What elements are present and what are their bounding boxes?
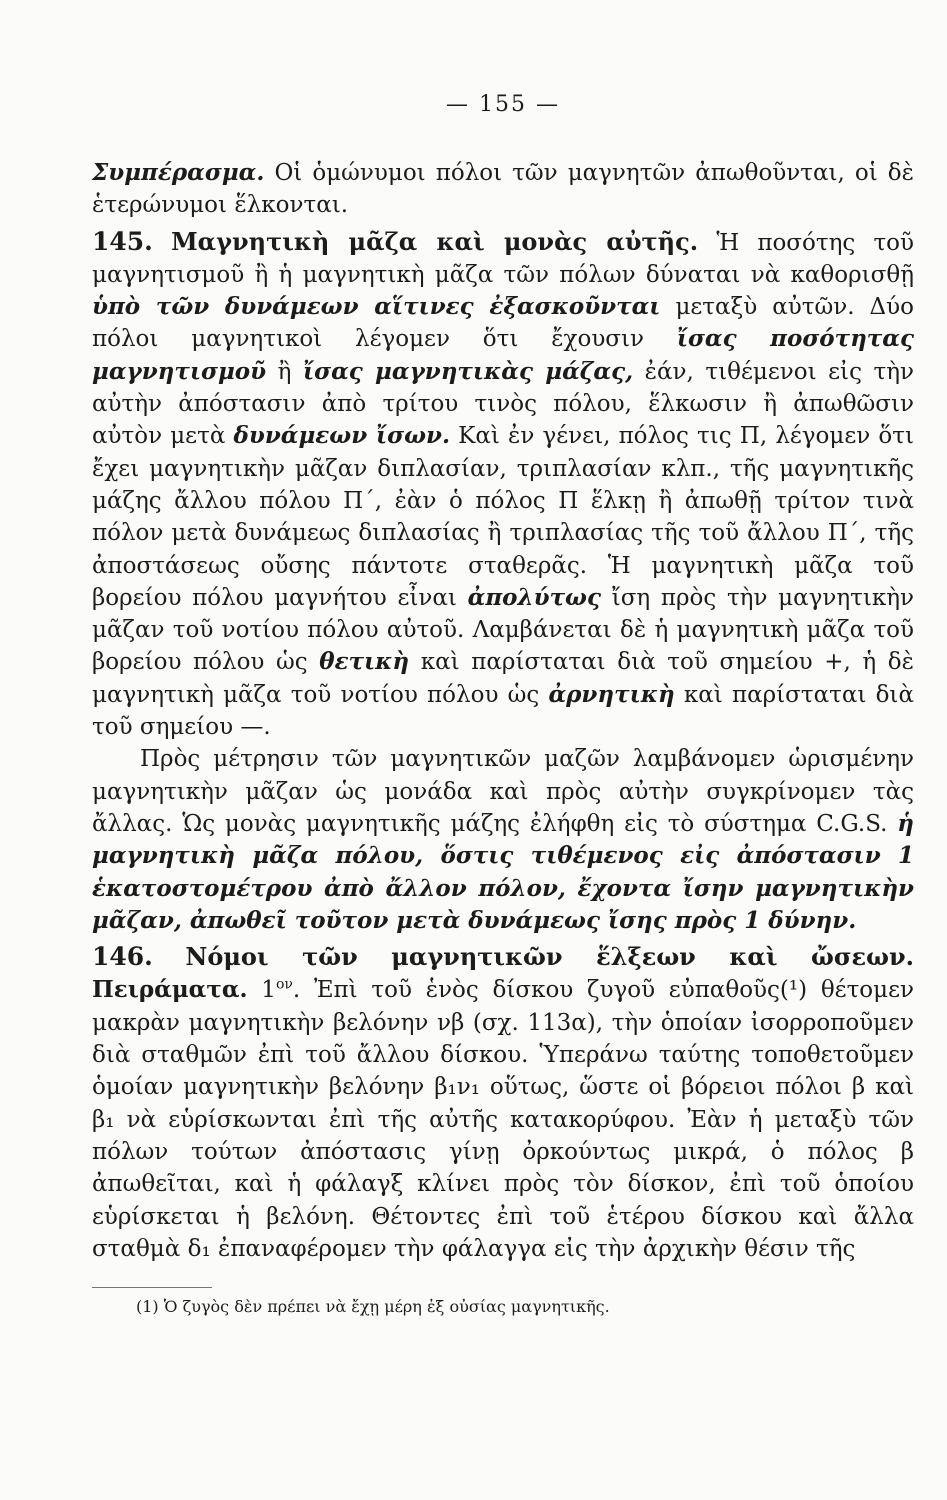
book-page [92,92,914,1318]
conclusion-label: Συμπέρασμα. [92,159,265,186]
section-146-title: Νόμοι τῶν μαγνητικῶν ἕλξεων καὶ ὤσεων. [185,942,914,972]
conclusion-text: Οἱ ὁμώνυμοι πόλοι τῶν μαγνητῶν ἀπωθοῦνται, οἱ δὲ ἑτερώνυμοι ἕλκονται. [92,160,914,219]
section-146-number: 146. [92,942,153,972]
footnote-marker: (¹) [779,977,808,1004]
unit-definition: ἡ μαγνητικὴ μᾶζα πόλου, ὅστις τιθέμενος εἰς ἀπόστασιν 1 ἑκατοστομέτρου ἀπὸ ἄλλον πόλον, ἔχοντα ἴσην μαγνητικὴν μᾶζαν, ἀπωθεῖ τοῦτον μετὰ δυνάμεως ἴσης πρὸς 1 δύνην. [92,809,914,934]
s145-emph-equal-quantities: ἴσας ποσότητας μαγνητισμοῦ [92,325,914,385]
s145-text-k: ἴση πρὸς τὴν μαγνητικὴν μᾶζαν τοῦ νοτίου πόλου αὐτοῦ. Λαμβάνεται δὲ ἡ μαγνητικὴ μᾶζα τοῦ βορείου πόλου ὡς [92,584,914,676]
page-number: — 155 — [446,92,560,117]
experiment-number: 1 [261,977,276,1004]
s145-emph-absolutely: ἀπολύτως [467,583,601,611]
footnote: (1) Ὁ ζυγὸς δὲν πρέπει νὰ ἔχῃ μέρη ἐξ οὐσίας μαγνητικῆς. [136,1297,610,1317]
s145-text-i: Καὶ ἐν γένει, πόλος τις Π, λέγομεν ὅτι ἔχει μαγνητικὴν μᾶζαν διπλασίαν, τριπλασίαν κλπ., τῆς μαγνητικῆς μάζης ἄλλου πόλου Π΄, ἐὰν ὁ πόλος Π ἕλκῃ ἢ ἀπωθῇ τρίτον τινὰ πόλον μετὰ δυνάμεως διπλασίας ἢ τριπλασίας τῆς τοῦ ἄλλου Π΄, τῆς ἀποστάσεως οὔσης πάντοτε σταθερᾶς. Ἡ μαγνητικὴ μᾶζα τοῦ βορείου πόλου μαγνήτου εἶναι [92,423,915,611]
s145-emph-equal-masses: ἴσας μαγνητικὰς μάζας, [303,357,634,385]
s145-emph-equal-forces: δυνάμεων ἴσων. [233,422,450,450]
section-145-paragraph [92,226,914,744]
s145-emph-positive: θετικὴ [319,648,410,676]
section-145-title: Μαγνητικὴ μᾶζα καὶ μονὰς αὐτῆς. [171,226,699,256]
footnote-divider [92,1287,212,1288]
s146-text-2: θέτομεν μακρὰν μαγνητικὴν βελόνην νβ (σχ. 113α), τὴν ὁποίαν ἰσορροποῦμεν διὰ σταθμῶν ἐπὶ τοῦ ἄλλου δίσκου. Ὑπεράνω ταύτης τοποθετοῦμεν ὁμοίαν μαγνητικὴν βελόνην β₁ν₁ οὕτως, ὥστε οἱ βόρειοι πόλοι β καὶ β₁ νὰ εὑρίσκωνται ἐπὶ τῆς αὐτῆς κατακορύφου. Ἐὰν ἡ μεταξὺ τῶν πόλων τούτων ἀπόστασις γίνῃ ὀρκούντως μικρά, ὁ πόλος β ἀπωθεῖται, καὶ ἡ φάλαγξ κλίνει πρὸς τὸν δίσκον, ἐπὶ τοῦ ὁποίου εὑρίσκεται ἡ βελόνη. Θέτοντες ἐπὶ τοῦ ἑτέρου δίσκου καὶ ἄλλα σταθμὰ δ₁ ἐπαναφέρομεν τὴν φάλαγγα εἰς τὴν ἀρχικὴν θέσιν τῆς [92,977,914,1262]
s145-emph-negative: ἀρνητικὴ [548,680,675,708]
s146-text-1: . Ἐπὶ τοῦ ἑνὸς δίσκου ζυγοῦ εὐπαθοῦς [292,977,780,1004]
s145-text-g: ἐάν, τιθέμενοι εἰς τὴν αὐτὴν ἀπόστασιν ἀπὸ τρίτου τινὸς πόλου, ἕλκωσιν ἢ ἀπωθῶσιν αὐτὸν μετὰ [92,358,914,450]
s145-text-e: ἢ [266,358,303,385]
s145-emph-forces: ὑπὸ τῶν δυνάμεων αἵτινες ἐξασκοῦνται [92,293,661,321]
s145-text-m: καὶ παρίσταται διὰ τοῦ σημείου +, ἡ δὲ μαγνητικὴ μᾶζα τοῦ νοτίου πόλου ὡς [92,649,914,708]
s145-text-c: μεταξὺ αὐτῶν. Δύο πόλοι μαγνητικοὶ λέγομεν ὅτι ἔχουσιν [92,294,914,353]
conclusion-paragraph [92,157,914,222]
experiments-label: Πειράματα. [92,976,248,1004]
s145-text-o: καὶ παρίσταται διὰ τοῦ σημείου —. [92,681,914,741]
experiment-ordinal: ον [275,976,293,993]
section-146-paragraph [92,941,914,1265]
s145-text-a: Ἡ ποσότης τοῦ μαγνητισμοῦ ἢ ἡ μαγνητικὴ μᾶζα τῶν πόλων δύναται νὰ καθορισθῇ [92,229,915,288]
unit-definition-paragraph [92,743,914,937]
unit-text-a: Πρὸς μέτρησιν τῶν μαγνητικῶν μαζῶν λαμβάνομεν ὡρισμένην μαγνητικὴν μᾶζαν ὡς μονάδα καὶ πρὸς αὐτὴν συγκρίνομεν τὰς ἄλλας. Ὡς μονὰς μαγνητικῆς μάζης ἐλήφθη εἰς τὸ σύστημα C.G.S. [92,746,914,837]
section-145-number: 145. [92,226,153,256]
